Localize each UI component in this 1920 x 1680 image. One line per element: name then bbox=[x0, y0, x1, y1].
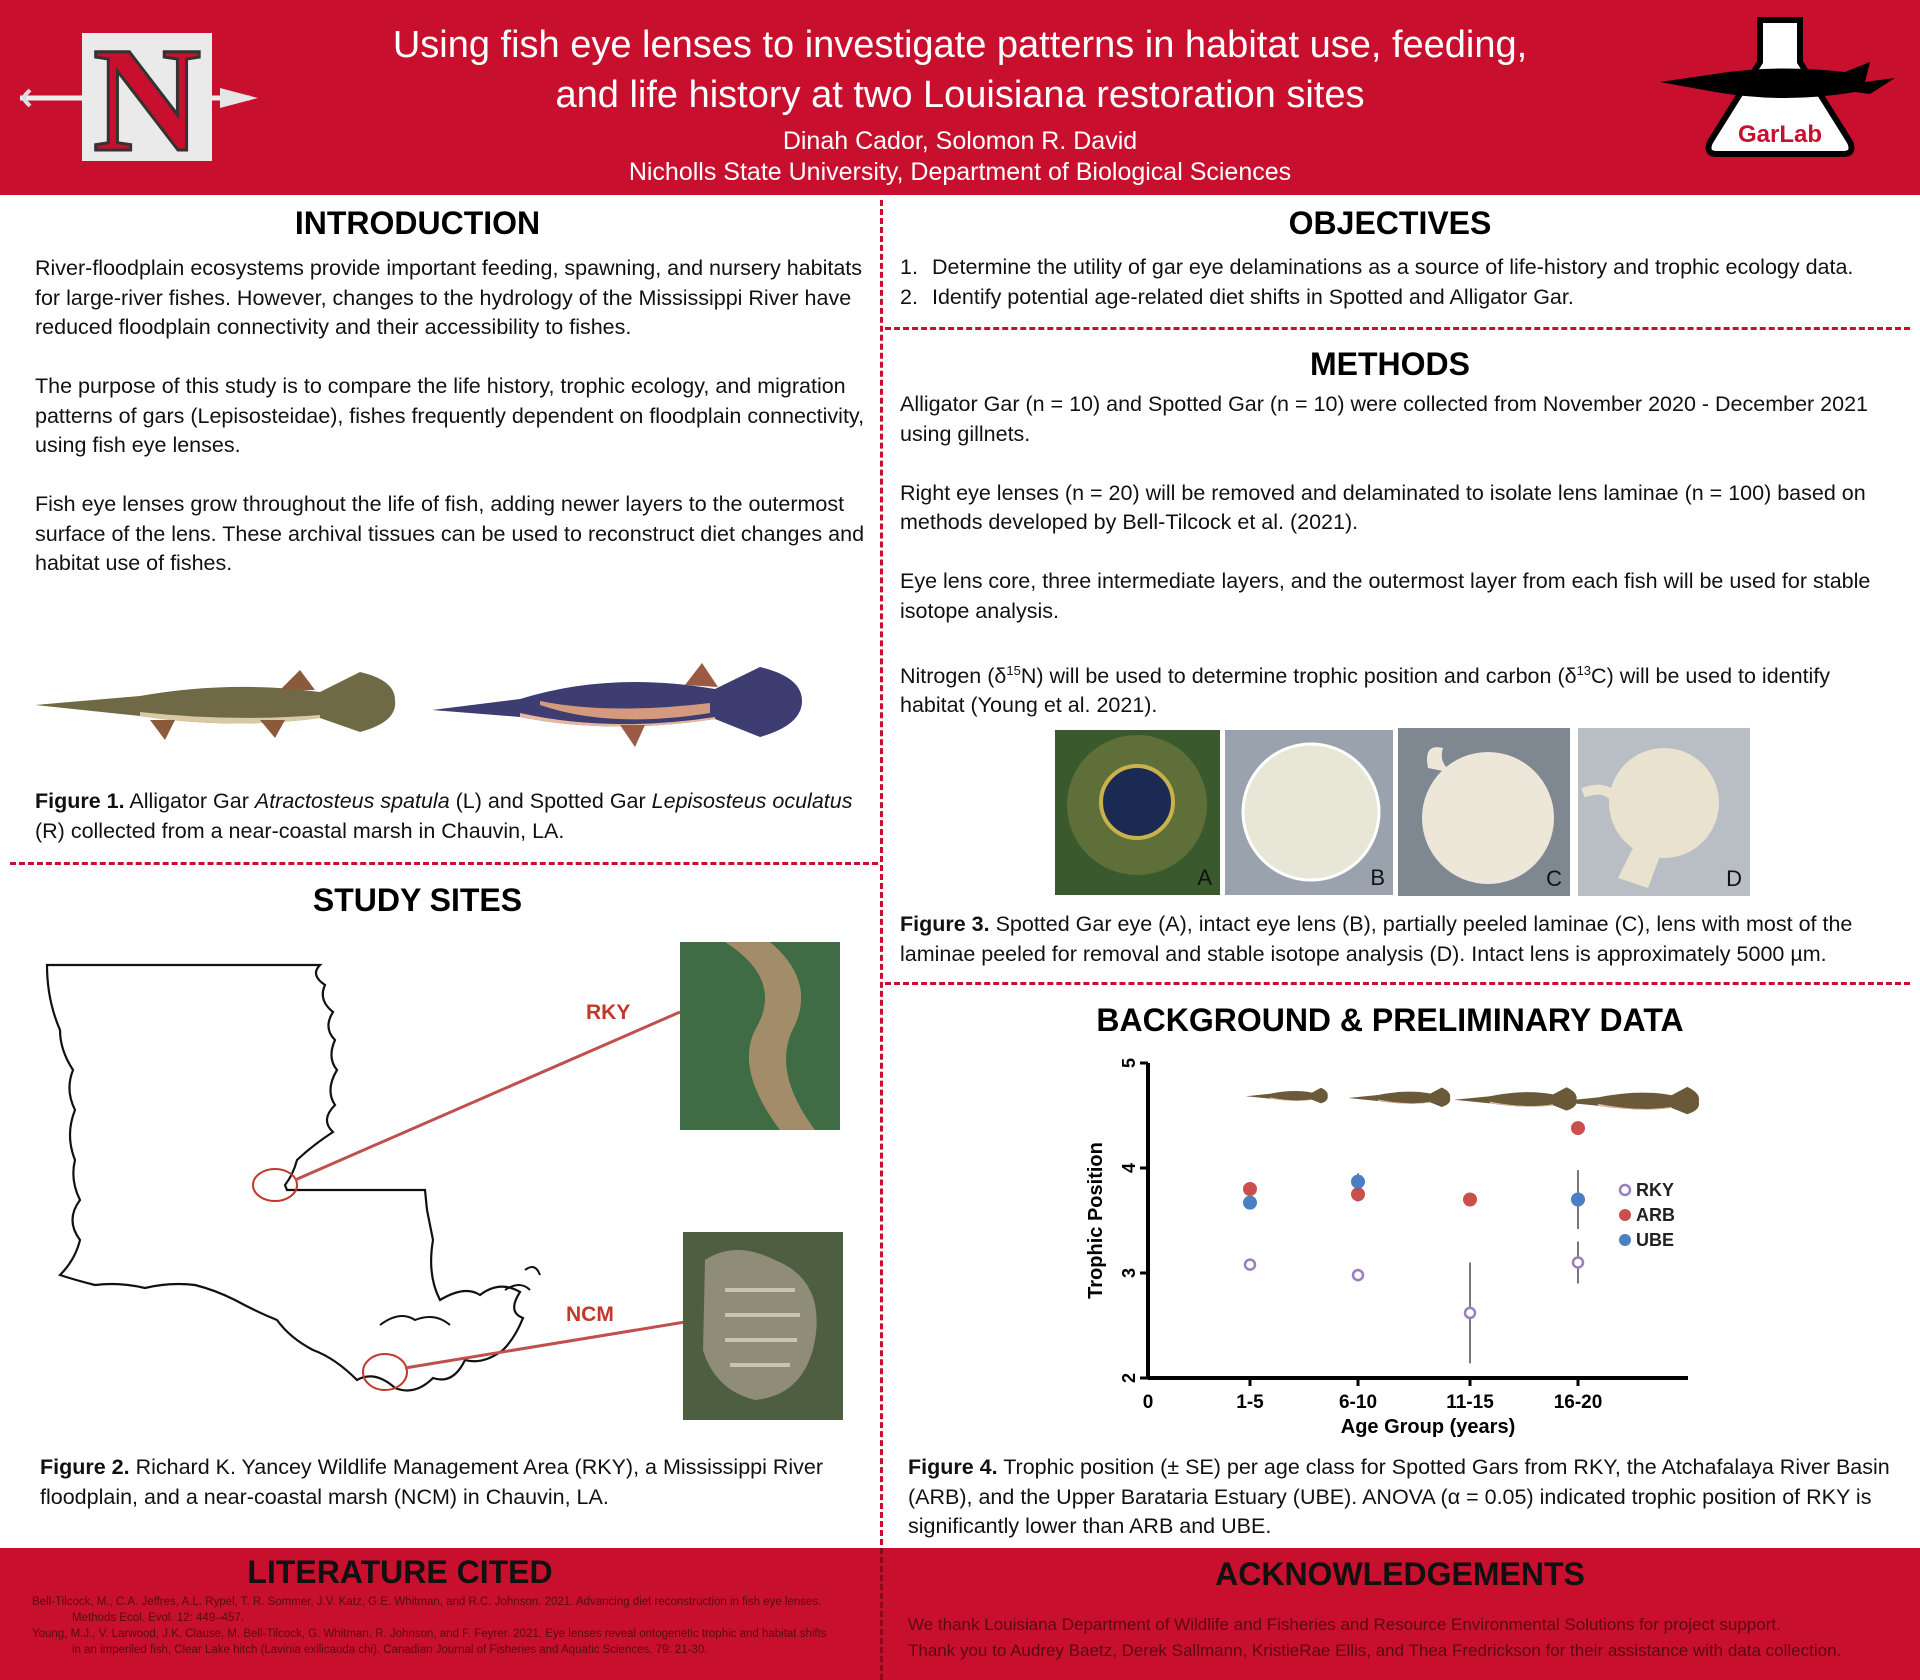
title-line-1: Using fish eye lenses to investigate patterns in habitat use, feeding, bbox=[392, 24, 1528, 66]
photo-peeled-laminae bbox=[1398, 728, 1570, 896]
methods-heading: METHODS bbox=[1310, 346, 1470, 382]
reference-1: Bell-Tilcock, M., C.A. Jeffres, A.L. Rypel, T. R. Sommer, J.V. Katz, G.E. Whitman, and R.C. Johnson. 2021. Advancing diet reconstruction in fish eye lenses. Methods Ecol. Evol. 12: 449–457. bbox=[32, 1596, 822, 1624]
louisiana-map bbox=[35, 940, 855, 1420]
rky-satellite-image bbox=[680, 942, 840, 1130]
legend-marker-ube bbox=[1619, 1234, 1631, 1246]
methods-paragraph-1: Alligator Gar (n = 10) and Spotted Gar (n = 10) were collected from November 2020 - December 2021 using gillnets. bbox=[900, 392, 1868, 446]
poster-footer bbox=[0, 1548, 1920, 1680]
objective-item: 2. Identify potential age-related diet shifts in Spotted and Alligator Gar. bbox=[900, 283, 1910, 313]
chart-svg bbox=[1080, 1045, 1720, 1445]
fish-icon bbox=[1348, 1088, 1450, 1108]
footer-divider bbox=[880, 1548, 883, 1680]
fish-icon bbox=[1454, 1087, 1577, 1110]
poster-header bbox=[0, 0, 1920, 195]
photo-label-c: C bbox=[1546, 866, 1562, 891]
literature-cited-heading: LITERATURE CITED bbox=[247, 1554, 553, 1590]
figure-4-caption bbox=[908, 1453, 1908, 1542]
fig1-text-b: (L) and Spotted Gar bbox=[449, 789, 652, 813]
point-rky bbox=[1573, 1258, 1583, 1268]
point-rky bbox=[1465, 1308, 1475, 1318]
left-divider bbox=[10, 862, 878, 865]
point-ube bbox=[1244, 1196, 1257, 1209]
introduction-text bbox=[35, 254, 870, 608]
y-tick-label: 4 bbox=[1118, 1162, 1139, 1174]
fish-body bbox=[1454, 1087, 1577, 1110]
photo-label-b: B bbox=[1370, 865, 1385, 890]
fish-icon bbox=[1246, 1088, 1328, 1104]
intro-paragraph-1: River-floodplain ecosystems provide important feeding, spawning, and nursery habitats for large-river fishes. However, changes to the hydrology of the Mississippi River have reduced floodplain connectivity and their accessibility to fishes. bbox=[35, 256, 862, 339]
fig1-text-c: (R) collected from a near-coastal marsh in Chauvin, LA. bbox=[35, 818, 565, 843]
poster-title bbox=[300, 20, 1620, 120]
intro-paragraph-2: The purpose of this study is to compare the life history, trophic ecology, and migration patterns of gars (Lepisosteidae), fishes frequently dependent on floodplain connectivity, using fish eye lenses. bbox=[35, 374, 865, 457]
figure-1-caption bbox=[35, 787, 855, 846]
introduction-heading: INTRODUCTION bbox=[294, 205, 541, 241]
fish-body bbox=[1556, 1087, 1699, 1114]
point-ube bbox=[1572, 1193, 1585, 1206]
figure-3-caption bbox=[900, 910, 1905, 969]
label-rky: RKY bbox=[586, 1001, 631, 1024]
photo-intact-lens bbox=[1225, 730, 1393, 895]
x-tick-label: 6-10 bbox=[1338, 1392, 1378, 1413]
point-rky bbox=[1353, 1270, 1363, 1280]
study-sites-heading: STUDY SITES bbox=[312, 882, 523, 918]
acknowledgements-text bbox=[908, 1612, 1908, 1664]
y-tick-label: 5 bbox=[1118, 1057, 1139, 1069]
legend-marker-rky bbox=[1620, 1185, 1630, 1195]
title-line-2: and life history at two Louisiana restoration sites bbox=[555, 74, 1365, 116]
objectives-list bbox=[900, 253, 1910, 312]
intro-paragraph-3: Fish eye lenses grow throughout the life of fish, adding newer layers to the outermost surface of the lens. These archival tissues can be used to reconstruct diet changes and habitat use of fishes. bbox=[35, 492, 865, 575]
center-divider bbox=[880, 200, 883, 1545]
garlab-logo bbox=[1655, 12, 1905, 162]
legend-label-ube: UBE bbox=[1636, 1230, 1675, 1250]
fig4-text: Trophic position (± SE) per age class for Spotted Gars from RKY, the Atchafalaya River Basin (ARB), and the Upper Barataria Estuary (UBE). ANOVA (α = 0.05) indicated trophic position of RKY is significantly lower than ARB and UBE. bbox=[908, 1455, 1890, 1538]
fig2-text: Richard K. Yancey Wildlife Management Area (RKY), a Mississippi River floodplain, and a near-coastal marsh (NCM) in Chauvin, LA. bbox=[40, 1455, 824, 1509]
x-axis-title: Age Group (years) bbox=[1340, 1416, 1516, 1438]
x-origin-label: 0 bbox=[1142, 1392, 1154, 1413]
fig1-label: Figure 1. bbox=[35, 789, 125, 813]
x-tick-label: 16-20 bbox=[1553, 1392, 1603, 1413]
ack-line-1: We thank Louisiana Department of Wildlife and Fisheries and Resource Environmental Solutions for project support. bbox=[908, 1615, 1781, 1634]
fig4-label: Figure 4. bbox=[908, 1455, 998, 1479]
right-divider-1 bbox=[885, 327, 1910, 330]
y-tick-label: 3 bbox=[1118, 1267, 1139, 1279]
methods-paragraph-2: Right eye lenses (n = 20) will be removed and delaminated to isolate lens laminae (n = 100) based on methods developed by Bell-Tilcock et al. (2021). bbox=[900, 480, 1866, 534]
affiliation: Nicholls State University, Department of Biological Sciences bbox=[628, 158, 1292, 186]
methods-text bbox=[900, 390, 1900, 750]
y-axis-title: Trophic Position bbox=[1085, 1142, 1107, 1299]
nicholls-logo bbox=[20, 28, 260, 168]
photo-gar-eye bbox=[1055, 730, 1220, 895]
photo-label-a: A bbox=[1197, 865, 1212, 890]
legend-label-rky: RKY bbox=[1636, 1180, 1675, 1200]
ack-line-2: Thank you to Audrey Baetz, Derek Sallmann, KristieRae Ellis, and Thea Fredrickson for their assistance with data collection. bbox=[908, 1641, 1842, 1660]
objective-2: Identify potential age-related diet shifts in Spotted and Alligator Gar. bbox=[932, 284, 1574, 309]
reference-2: Young, M.J., V. Larwood, J.K. Clause, M. Bell-Tilcock, G. Whitman, R. Johnson, and F. Feyrer. 2021. Eye lenses reveal ontogenetic trophic and habitat shifts in an imperiled fish, Clear Lake hitch (Lavinia exilicauda chi). Canadian Journal of Fisheries and Aquatic Sciences. 79: 21-30. bbox=[32, 1628, 827, 1656]
right-divider-2 bbox=[885, 982, 1910, 985]
fig1-species-2: Lepisosteus oculatus bbox=[651, 789, 853, 813]
fish-icon bbox=[1556, 1087, 1699, 1114]
x-tick-label: 1-5 bbox=[1236, 1392, 1264, 1413]
fig3-text: Spotted Gar eye (A), intact eye lens (B), partially peeled laminae (C), lens with most of the laminae peeled for removal and stable isotope analysis (D). Intact lens is approximately 5000 µm. bbox=[900, 912, 1853, 966]
ncm-satellite-image bbox=[683, 1232, 843, 1420]
references-list bbox=[32, 1594, 832, 1658]
legend-label-arb: ARB bbox=[1636, 1205, 1675, 1225]
legend-marker-arb bbox=[1619, 1209, 1631, 1221]
point-rky bbox=[1245, 1260, 1255, 1270]
fish-body bbox=[1246, 1088, 1328, 1104]
fish-body bbox=[1348, 1088, 1450, 1108]
figure-2-caption bbox=[40, 1453, 860, 1512]
methods-paragraph-4: Nitrogen $(\delta^{15}N)$ will be used to determine trophic position and carbon $(\delta^{13}C)$ will be used to identify habitat (Young et al. 2021). bbox=[900, 662, 1831, 718]
point-ube bbox=[1352, 1175, 1365, 1188]
fig1-species-1: Atractosteus spatula bbox=[254, 789, 450, 813]
spotted-gar-image bbox=[430, 655, 805, 755]
photo-most-peeled bbox=[1578, 728, 1750, 896]
photo-label-d: D bbox=[1726, 866, 1742, 891]
chart-fish-icons bbox=[1246, 1087, 1699, 1114]
acknowledgements-heading: ACKNOWLEDGEMENTS bbox=[1215, 1556, 1585, 1592]
fig1-text-a: Alligator Gar bbox=[124, 789, 255, 813]
garlab-text: GarLab bbox=[1737, 121, 1823, 148]
logo-letter: N bbox=[92, 28, 202, 168]
x-tick-label: 11-15 bbox=[1446, 1392, 1494, 1413]
objectives-heading: OBJECTIVES bbox=[1288, 205, 1492, 241]
fig2-label: Figure 2. bbox=[40, 1455, 130, 1479]
trophic-position-chart bbox=[1080, 1045, 1720, 1445]
point-arb bbox=[1572, 1122, 1585, 1135]
objective-item: 1. Determine the utility of gar eye delaminations as a source of life-history and trophic ecology data. bbox=[900, 253, 1910, 283]
point-arb bbox=[1464, 1193, 1477, 1206]
objective-1: Determine the utility of gar eye delaminations as a source of life-history and trophic ecology data. bbox=[932, 255, 1854, 279]
point-arb bbox=[1244, 1183, 1257, 1196]
label-ncm: NCM bbox=[566, 1303, 614, 1326]
fig3-label: Figure 3. bbox=[900, 912, 990, 936]
y-tick-label: 2 bbox=[1118, 1372, 1139, 1384]
alligator-gar-image bbox=[30, 660, 400, 750]
background-heading: BACKGROUND & PRELIMINARY DATA bbox=[1096, 1002, 1684, 1038]
authors: Dinah Cador, Solomon R. David bbox=[782, 127, 1138, 155]
methods-paragraph-3: Eye lens core, three intermediate layers, and the outermost layer from each fish will be used for stable isotope analysis. bbox=[900, 569, 1871, 623]
